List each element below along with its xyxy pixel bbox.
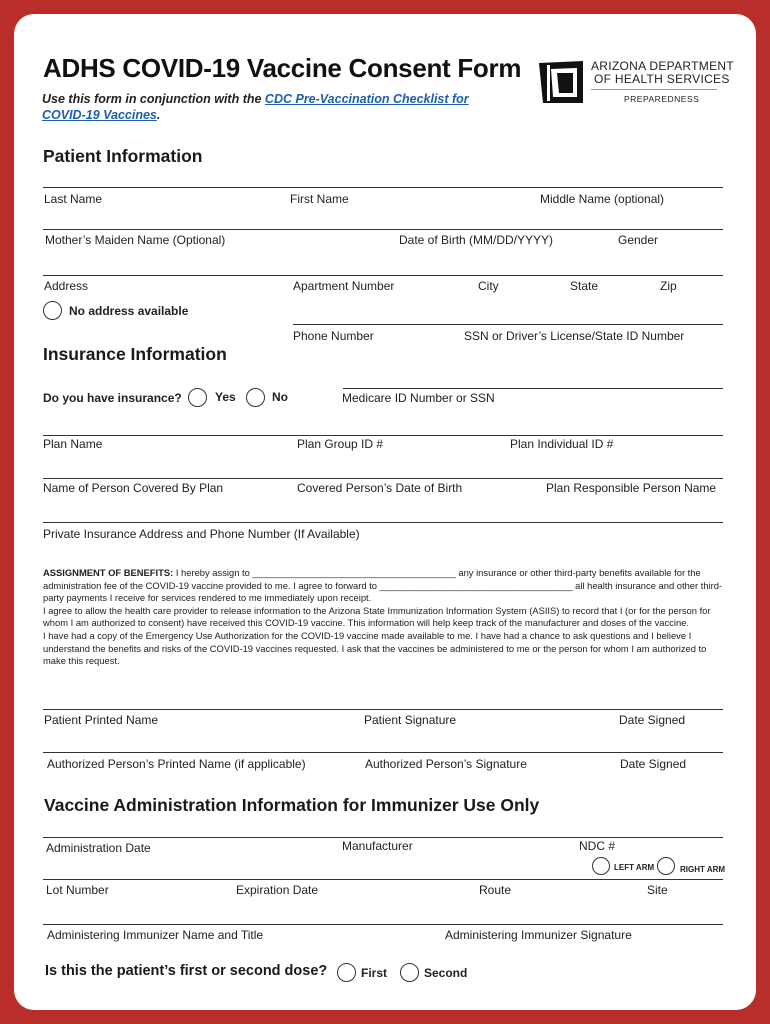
admin-date-field[interactable]: Administration Date xyxy=(46,841,151,855)
authorized-signature-field[interactable]: Authorized Person’s Signature xyxy=(365,757,527,771)
left-arm-label: LEFT ARM xyxy=(614,863,655,872)
lot-number-field[interactable]: Lot Number xyxy=(46,883,109,897)
dob-field[interactable]: Date of Birth (MM/DD/YYYY) xyxy=(399,233,554,247)
subtitle-suffix: . xyxy=(156,108,161,122)
divider xyxy=(43,837,723,838)
divider xyxy=(43,229,723,230)
patient-signature-field[interactable]: Patient Signature xyxy=(364,713,457,727)
immunizer-name-field[interactable]: Administering Immunizer Name and Title xyxy=(47,928,264,942)
form-title: ADHS COVID-19 Vaccine Consent Form xyxy=(43,53,522,83)
administration-heading: Vaccine Administration Information for Immunizer Use Only xyxy=(44,795,540,815)
last-name-field[interactable]: Last Name xyxy=(44,192,103,206)
maiden-name-field[interactable]: Mother’s Maiden Name (Optional) xyxy=(45,233,226,247)
no-address-label: No address available xyxy=(69,304,189,318)
immunizer-signature-field[interactable]: Administering Immunizer Signature xyxy=(445,928,632,942)
medicare-field[interactable]: Medicare ID Number or SSN xyxy=(342,391,495,405)
cdc-checklist-link[interactable]: CDC Pre-Vaccination Checklist for COVID-19 Vaccines xyxy=(42,92,469,122)
site-field[interactable]: Site xyxy=(647,883,668,897)
covered-dob-field[interactable]: Covered Person’s Date of Birth xyxy=(297,481,463,495)
plan-individual-field[interactable]: Plan Individual ID # xyxy=(510,437,614,451)
asiis-consent-text: I agree to allow the health care provider to release information to the Arizona State Immunization Information System (ASIIS) to record that I (or for the person for whom I am authorized to consent) have received this COVID-19 vaccine. This information will help keep track of the manufacturer and doses of the vaccine. xyxy=(43,604,711,629)
address-field[interactable]: Address xyxy=(44,279,89,293)
plan-group-field[interactable]: Plan Group ID # xyxy=(297,437,384,451)
insurance-yes-radio[interactable] xyxy=(188,388,207,407)
ndc-field[interactable]: NDC # xyxy=(579,839,616,853)
plan-name-field[interactable]: Plan Name xyxy=(43,437,103,451)
date-signed-field[interactable]: Date Signed xyxy=(619,713,686,727)
second-dose-label: Second xyxy=(424,966,468,980)
insurance-info-heading: Insurance Information xyxy=(43,344,227,364)
insurance-no-label: No xyxy=(272,390,288,404)
divider xyxy=(43,478,723,479)
state-field[interactable]: State xyxy=(570,279,599,293)
logo-line-1: ARIZONA DEPARTMENT xyxy=(591,59,734,73)
divider xyxy=(43,275,723,276)
logo-line-2: OF HEALTH SERVICES xyxy=(594,72,730,86)
first-dose-label: First xyxy=(361,966,388,980)
second-dose-radio[interactable] xyxy=(400,963,419,982)
first-name-field[interactable]: First Name xyxy=(290,192,349,206)
logo-preparedness: PREPAREDNESS xyxy=(624,94,700,104)
right-arm-label: RIGHT ARM xyxy=(680,865,726,874)
route-field[interactable]: Route xyxy=(479,883,512,897)
ssn-field[interactable]: SSN or Driver’s License/State ID Number xyxy=(464,329,685,343)
divider xyxy=(343,388,723,389)
divider xyxy=(43,752,723,753)
authorized-printed-name-field[interactable]: Authorized Person’s Printed Name (if applicable) xyxy=(47,757,306,771)
insurance-yes-label: Yes xyxy=(215,390,236,404)
expiration-date-field[interactable]: Expiration Date xyxy=(236,883,319,897)
date-signed-2-field[interactable]: Date Signed xyxy=(620,757,687,771)
assignment-of-benefits xyxy=(43,567,723,668)
divider xyxy=(293,324,723,325)
middle-name-field[interactable]: Middle Name (optional) xyxy=(540,192,665,206)
assignment-text: I hereby assign to _______________________________________ any insurance or other third-party benefits available for the administration fee of the COVID-19 vaccine provided to me. I agree to forward to _____________________________________ all health insurance and other third-party payments I receive for services rendered to me immediately upon receipt. xyxy=(43,567,723,604)
logo-divider xyxy=(591,89,717,90)
apartment-field[interactable]: Apartment Number xyxy=(293,279,395,293)
private-address-field[interactable]: Private Insurance Address and Phone Number (If Available) xyxy=(43,527,360,541)
zip-field[interactable]: Zip xyxy=(660,279,677,293)
manufacturer-field[interactable]: Manufacturer xyxy=(342,839,413,853)
divider xyxy=(43,435,723,436)
insurance-question: Do you have insurance? xyxy=(43,391,182,405)
first-dose-radio[interactable] xyxy=(337,963,356,982)
plan-responsible-field[interactable]: Plan Responsible Person Name xyxy=(546,481,717,495)
insurance-no-radio[interactable] xyxy=(246,388,265,407)
adhs-logo-icon xyxy=(537,59,585,105)
eua-acknowledgement-text: I have had a copy of the Emergency Use Authorization for the COVID-19 vaccine made available to me. I have had a chance to ask questions and I believe I understand the benefits and risks of the COVID-19 vaccines requested. I ask that the vaccines be administered to me or the person for whom I am authorized to make this request. xyxy=(43,629,707,667)
divider xyxy=(43,522,723,523)
patient-printed-name-field[interactable]: Patient Printed Name xyxy=(44,713,159,727)
patient-info-heading: Patient Information xyxy=(43,146,203,166)
city-field[interactable]: City xyxy=(478,279,499,293)
divider xyxy=(43,187,723,188)
form-subtitle xyxy=(42,91,492,123)
divider xyxy=(43,924,723,925)
right-arm-radio[interactable] xyxy=(657,857,675,875)
gender-field[interactable]: Gender xyxy=(618,233,659,247)
phone-field[interactable]: Phone Number xyxy=(293,329,374,343)
assignment-label: ASSIGNMENT OF BENEFITS: xyxy=(43,567,174,578)
left-arm-radio[interactable] xyxy=(592,857,610,875)
dose-question: Is this the patient’s first or second dose? xyxy=(45,963,328,979)
subtitle-text: Use this form in conjunction with the xyxy=(42,92,265,106)
covered-name-field[interactable]: Name of Person Covered By Plan xyxy=(43,481,224,495)
no-address-radio[interactable] xyxy=(43,301,62,320)
divider xyxy=(43,709,723,710)
divider xyxy=(43,879,723,880)
